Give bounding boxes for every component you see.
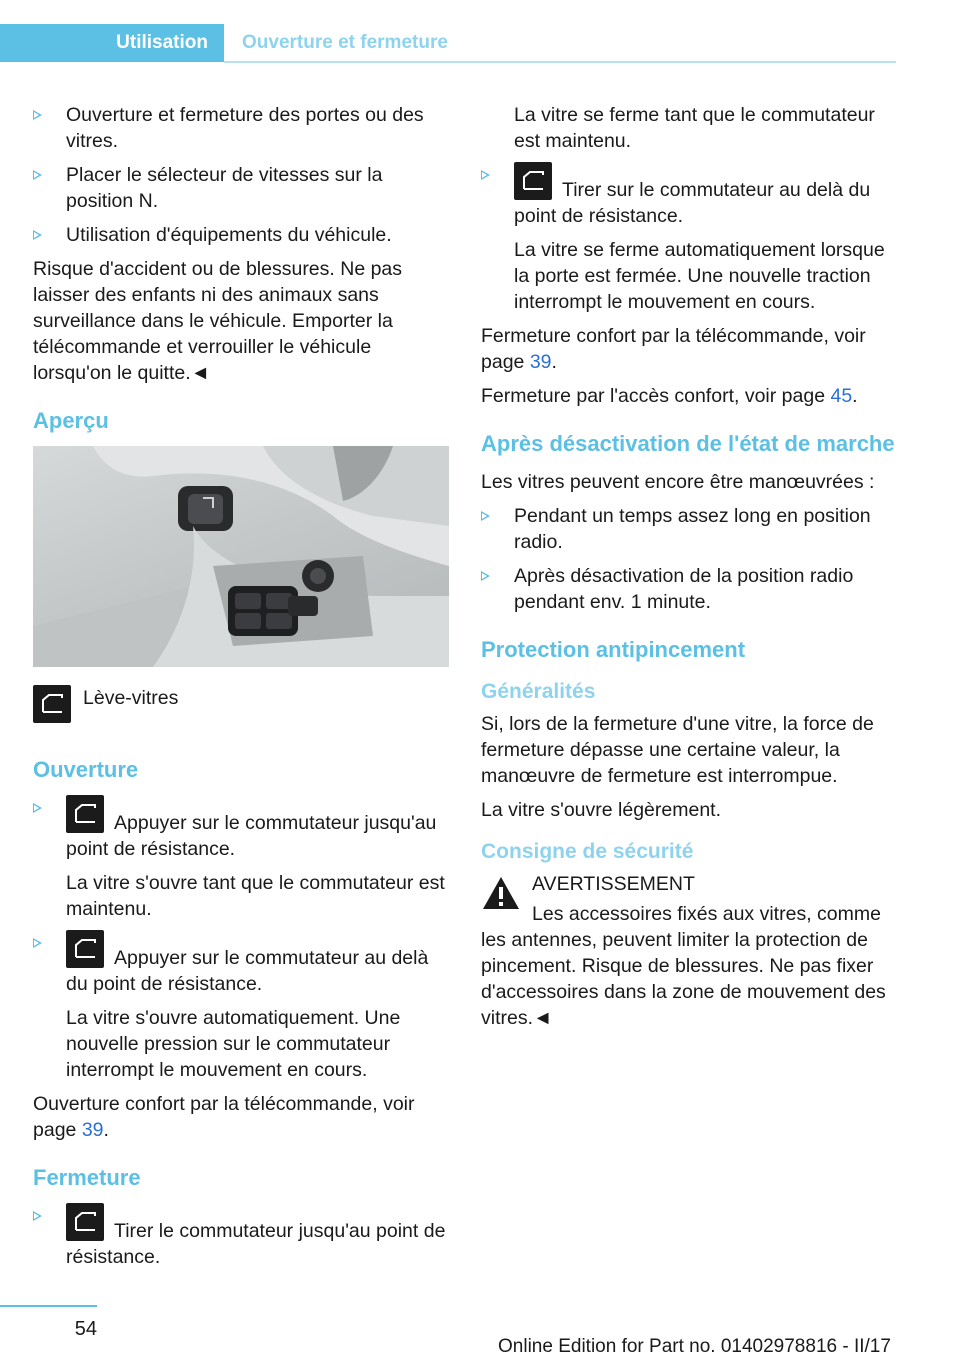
heading-fermeture: Fermeture [33,1165,141,1190]
heading-apres: Après désactivation de l'état de marche [481,431,895,456]
warning-triangle-icon [481,875,521,911]
sub-text: La vitre s'ouvre automatiquement. Une nouvelle pression sur le commutateur interrompt le mouvement en cours. [66,1007,401,1081]
warning-block [481,871,897,1031]
sub-text: La vitre se ferme automatiquement lorsque la porte est fermée. Une nouvelle traction interrompt le mouvement en cours. [514,239,885,313]
heading-ouverture: Ouverture [33,757,139,782]
window-lifter-icon [66,795,104,833]
page-number: 54 [74,1318,97,1340]
list-item: Tirer le commutateur jusqu'au point de résistance. [33,1203,449,1270]
warning-end-text: Risque d'accident ou de blessures. Ne pas laisser des enfants ni des animaux sans surveillance dans le véhicule. Emporter la télécommande et verrouiller le véhicule lorsqu'on le quitte.◄ [33,258,403,384]
window-lifter-icon [66,930,104,968]
list-item: Pendant un temps assez long en position radio. [481,503,897,555]
header-chapter-title: Ouverture et fermeture [242,32,448,53]
page-link[interactable]: 39 [81,1119,104,1141]
header-rule [224,61,896,63]
warning-body: Les accessoires fixés aux vitres, comme les antennes, peuvent limiter la protection de pincement. Risque de blessures. Ne pas fixer d'accessoires dans la zone de mouvement des vitres.◄ [481,903,886,1029]
list-item: Appuyer sur le commutateur jusqu'au point de résistance. [33,795,449,862]
icon-caption-row [33,685,449,735]
bullet-triangle-icon [33,110,42,120]
heading-generalites: Généralités [481,680,596,703]
window-lifter-icon [514,162,552,200]
bullet-triangle-icon [481,511,490,521]
sub-text: La vitre s'ouvre tant que le commutateur est maintenu. [66,872,445,920]
generalites-paragraph-2: La vitre s'ouvre légèrement. [481,799,722,821]
heading-protection: Protection antipincement [481,637,746,662]
acces-paragraph: Fermeture par l'accès confort, voir page 45. [481,385,858,407]
bullet-triangle-icon [33,170,42,180]
edition-footer: Online Edition for Part no. 01402978816 - II/17 [498,1336,891,1357]
icon-caption: Lève-vitres [83,687,179,709]
generalites-paragraph: Si, lors de la fermeture d'une vitre, la force de fermeture dépasse une certaine valeur, la manœuvre de fermeture est interrompue. [481,713,874,787]
sub-text: La vitre se ferme tant que le commutateur est maintenu. [514,104,875,152]
list-item: Ouverture et fermeture des portes ou des vitres. [33,102,449,154]
bullet-triangle-icon [33,1211,42,1221]
bullet-triangle-icon [33,803,42,813]
bullet-triangle-icon [33,938,42,948]
heading-apercu: Aperçu [33,408,109,433]
heading-consigne: Consigne de sécurité [481,840,694,863]
right-column [481,102,897,1031]
bullet-triangle-icon [481,170,490,180]
list-item: Appuyer sur le commutateur au delà du point de résistance. [33,930,449,997]
list-item: Après désactivation de la position radio pendant env. 1 minute. [481,563,897,615]
door-switch-photo [33,446,449,667]
apres-intro: Les vitres peuvent encore être manœuvrées : [481,471,875,493]
list-item: Placer le sélecteur de vitesses sur la position N. [33,162,449,214]
confort-open-paragraph: Ouverture confort par la télécommande, voir page 39. [33,1093,415,1141]
window-lifter-icon [66,1203,104,1241]
left-column [33,102,449,1278]
bullet-triangle-icon [33,230,42,240]
footer-rule [0,1305,97,1307]
header-section-tab: Utilisation [0,24,224,62]
list-item: Tirer sur le commutateur au delà du point de résistance. [481,162,897,229]
list-item: Utilisation d'équipements du véhicule. [33,222,449,248]
page-link[interactable]: 39 [529,351,552,373]
door-panel-illustration [33,446,449,667]
page-link[interactable]: 45 [830,385,853,407]
bullet-triangle-icon [481,571,490,581]
warning-title: AVERTISSEMENT [532,873,695,895]
window-lifter-icon [33,685,71,723]
confort-close-paragraph: Fermeture confort par la télécommande, voir page 39. [481,325,866,373]
